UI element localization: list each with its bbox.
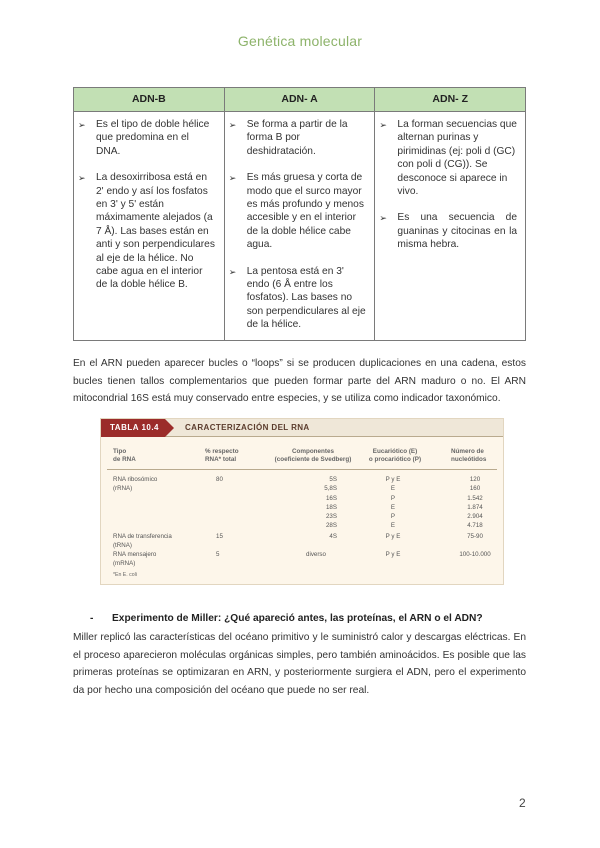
trna-pct: 15 [216, 533, 223, 540]
bullet-text: Se forma a partir de la forma B por deshidratación. [246, 119, 348, 157]
arrowhead-bullet-icon: ➢ [228, 173, 237, 184]
rna-table-footnote: *En E. coli [113, 572, 137, 578]
arrowhead-bullet-icon: ➢ [228, 120, 237, 130]
rrna-pct: 80 [216, 476, 223, 483]
column-header-adn-a: ADN- A [224, 88, 375, 112]
adn-a-cell [224, 112, 375, 341]
trna-name: RNA de transferencia (tRNA) [113, 533, 172, 550]
list-item [229, 118, 367, 158]
rna-characterization-table [100, 418, 504, 585]
dash-bullet: - [90, 613, 94, 624]
rna-col-componentes: Componentes (coeficiente de Svedberg) [274, 448, 352, 463]
adn-table-body-row [74, 112, 526, 341]
bullet-text: La forman secuencias que alternan purinas y pirimidinas (ej: poli d (GC) con poli d (CG)). Se desconoce si aparece in vivo. [397, 119, 517, 198]
rna-col-pct: % respecto RNA* total [205, 448, 239, 463]
loops-paragraph: En el ARN pueden aparecer bucles o “loops” si se producen duplicaciones en una cadena, estos bucles tienen tallos complementarios que pueden formar parte del ARN maduro o no. El ARN mitocondrial 16S está muy conservado entre especies, y se utiliza como indicador taxonómico. [73, 358, 526, 404]
rna-col-nucleotidos: Número de nucleótidos [451, 448, 487, 463]
rna-table-badge: TABLA 10.4 [101, 419, 165, 437]
miller-heading [90, 613, 483, 624]
rna-table-header-bar [101, 419, 503, 437]
trna-organism: P y E [385, 533, 401, 540]
adn-table-header-row [74, 88, 526, 112]
adn-forms-table [73, 87, 526, 341]
bullet-text: La desoxirribosa está en 2' endo y así los fosfatos en 3' y 5' están máximamente alejados (a 7 Å). Las bases están en anti y son perpendiculares al eje de la hélice. No cabe agua en el interior de la doble hélice B. [96, 172, 215, 291]
rrna-name: RNA ribosómico (rRNA) [113, 476, 158, 493]
trna-nucleotides: 75-90 [467, 533, 483, 540]
miller-paragraph: Miller replicó las características del océano primitivo y le suministró calor y descargas eléctricas. En el proceso aparecieron moléculas orgánicas simples, pero también aminoácidos. Es posible que las primeras proteínas se optimizaran en ARN, y posteriormente surgiera el ADN, pero el experimento da por hecho una composición del océano que puede no ser real. [73, 632, 526, 696]
bullet-text: Es una secuencia de guaninas y citocinas en la misma hebra. [397, 212, 517, 251]
column-header-adn-z: ADN- Z [375, 88, 526, 112]
column-header-adn-b: ADN-B [74, 88, 225, 112]
arrowhead-bullet-icon: ➢ [379, 120, 387, 130]
rrna-organism: P y E E P E P E [385, 476, 401, 530]
trna-components: 4S [329, 533, 337, 540]
rna-col-tipo: Tipo de RNA [113, 448, 136, 463]
list-item [229, 171, 367, 251]
mrna-pct: 5 [216, 551, 220, 558]
arrowhead-bullet-icon: ➢ [78, 173, 86, 184]
adn-b-cell [74, 112, 225, 341]
rna-table-title: CARACTERIZACIÓN DEL RNA [185, 423, 310, 432]
adn-z-cell [375, 112, 526, 341]
arrowhead-bullet-icon: ➢ [78, 120, 86, 130]
mrna-organism: P y E [385, 551, 401, 558]
rrna-nucleotides: 120 160 1.542 1.874 2.904 4.718 [467, 476, 483, 530]
bullet-text: Es el tipo de doble hélice que predomina en el DNA. [96, 119, 210, 157]
list-item [379, 118, 517, 198]
bullet-text: La pentosa está en 3' endo (6 Å entre los fosfatos). Las bases no son perpendiculares al eje de la hélice. [246, 265, 366, 331]
rna-table-divider [107, 469, 497, 470]
rna-col-organismo: Eucariótico (E) o procariótico (P) [368, 448, 422, 463]
rrna-components: 5S 5,8S 16S 18S 23S 28S [324, 476, 337, 530]
miller-heading-text: Experimento de Miller: ¿Qué apareció antes, las proteínas, el ARN o el ADN? [112, 613, 483, 624]
rna-table-badge-tip [165, 419, 174, 437]
list-item [379, 211, 517, 251]
list-item [78, 118, 216, 158]
arrowhead-bullet-icon: ➢ [379, 213, 387, 224]
page-header: Genética molecular [237, 33, 363, 49]
page-number: 2 [519, 796, 526, 810]
bullet-text: Es más gruesa y corta de modo que el surco mayor es más profundo y menos accesible y en el interior de la doble hélice cabe agua. [246, 172, 364, 251]
list-item [229, 265, 367, 332]
mrna-nucleotides: 100-10.000 [459, 551, 491, 558]
arrowhead-bullet-icon: ➢ [228, 266, 237, 277]
mrna-name: RNA mensajero (mRNA) [113, 551, 157, 568]
list-item [78, 171, 216, 292]
mrna-components: diverso [306, 551, 326, 558]
